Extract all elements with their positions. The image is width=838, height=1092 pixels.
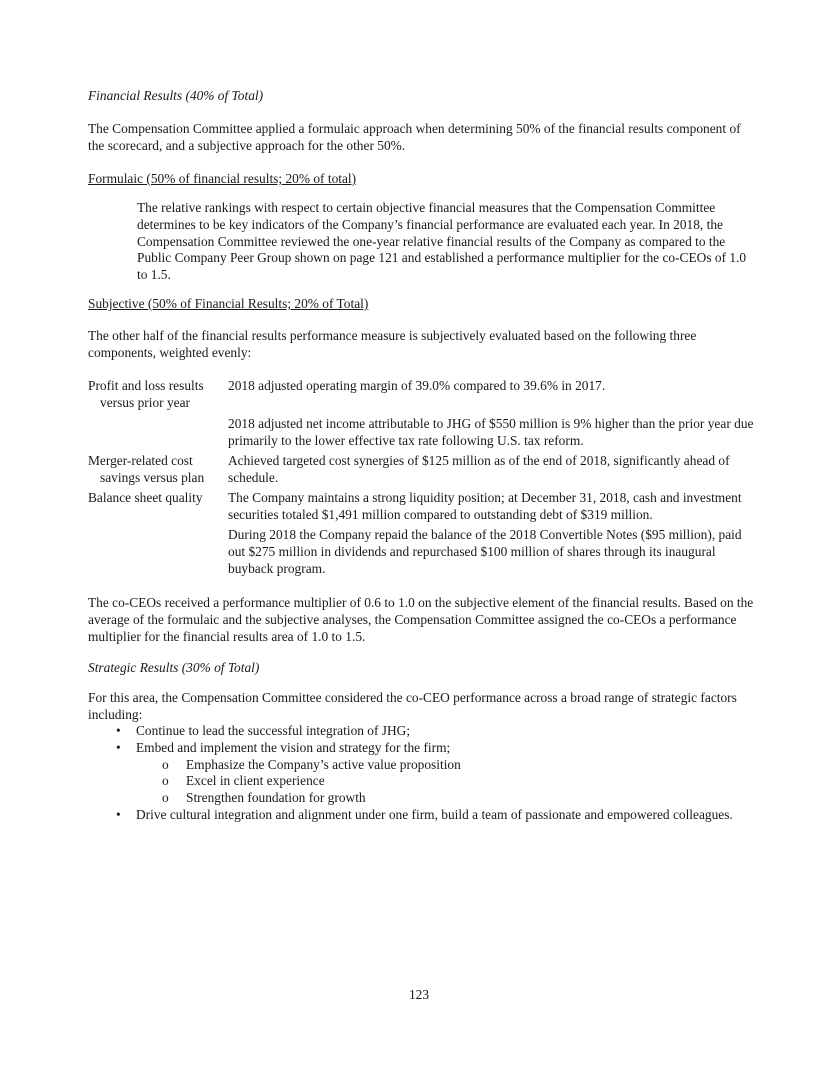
strategic-intro: For this area, the Compensation Committee considered the co-CEO performance across a broad range of strategic factors including: (88, 690, 737, 722)
bullet-text: Continue to lead the successful integration of JHG; (136, 723, 411, 738)
component-detail: During 2018 the Company repaid the balance of the 2018 Convertible Notes ($95 million), paid out $275 million in dividends and repurchased $100 million of shares through its inaugural buyback program. (228, 527, 742, 576)
component-label (88, 453, 223, 487)
sub-bullet-text: Emphasize the Company’s active value proposition (186, 756, 461, 772)
component-detail: 2018 adjusted operating margin of 39.0% compared to 39.6% in 2017. (228, 378, 606, 393)
subjective-heading: Subjective (50% of Financial Results; 20% of Total) (88, 296, 369, 311)
bullet-text: Embed and implement the vision and strategy for the firm; (136, 739, 451, 755)
sub-list-item (88, 773, 768, 790)
component-label-line1: Balance sheet quality (88, 490, 203, 505)
component-detail: 2018 adjusted net income attributable to JHG of $550 million is 9% higher than the prior year due primarily to the lower effective tax rate following U.S. tax reform. (228, 416, 754, 448)
financial-results-intro: The Compensation Committee applied a formulaic approach when determining 50% of the financial results component of the scorecard, and a subjective approach for the other 50%. (88, 121, 741, 153)
sub-bullet-icon: o (162, 790, 169, 806)
subjective-intro: The other half of the financial results performance measure is subjectively evaluated based on the following three components, weighted evenly: (88, 328, 697, 360)
sub-bullet-icon: o (162, 756, 169, 772)
component-label-line1: Profit and loss results (88, 378, 204, 393)
bullet-text: Drive cultural integration and alignment under one firm, build a team of passionate and empowered colleagues. (136, 806, 733, 822)
formulaic-heading-wrap (88, 171, 760, 188)
component-label (88, 378, 223, 412)
list-item (88, 740, 768, 757)
strategic-results-heading: Strategic Results (30% of Total) (88, 660, 260, 675)
formulaic-heading: Formulaic (50% of financial results; 20% of total) (88, 171, 357, 186)
component-detail: Achieved targeted cost synergies of $125 million as of the end of 2018, significantly ahead of schedule. (228, 453, 730, 485)
sub-bullet-text: Excel in client experience (186, 773, 325, 789)
financial-summary-paragraph: The co-CEOs received a performance multiplier of 0.6 to 1.0 on the subjective element of the financial results. Based on the average of the formulaic and the subjective analyses, the Compensation Committee assigned the co-CEOs a performance multiplier for the financial results area of 1.0 to 1.5. (88, 595, 754, 644)
component-detail: The Company maintains a strong liquidity position; at December 31, 2018, cash and investment securities totaled $1,491 million compared to outstanding debt of $319 million. (228, 490, 742, 522)
formulaic-paragraph: The relative rankings with respect to certain objective financial measures that the Compensation Committee determines to be key indicators of the Company’s financial performance are evaluated each year. In 2018, the Compensation Committee reviewed the one-year relative financial results of the Company as compared to the Public Company Peer Group shown on page 121 and established a performance multiplier for the co-CEOs of 1.0 to 1.5. (137, 200, 747, 283)
bullet-icon: • (116, 723, 121, 738)
component-label-line2: savings versus plan (100, 469, 205, 485)
list-item (88, 723, 768, 740)
component-label (88, 490, 223, 507)
component-label-line2: versus prior year (100, 394, 190, 410)
strategic-bullet-list (88, 723, 768, 824)
bullet-icon: • (116, 806, 121, 822)
sub-bullet-text: Strengthen foundation for growth (186, 790, 366, 806)
sub-bullet-icon: o (162, 773, 169, 789)
subjective-heading-wrap (88, 296, 760, 313)
sub-list-item (88, 790, 768, 807)
page-number: 123 (408, 987, 430, 1002)
bullet-icon: • (116, 739, 121, 755)
list-item (88, 807, 768, 824)
component-label-line1: Merger-related cost (88, 453, 193, 468)
sub-list-item (88, 757, 768, 774)
financial-results-heading: Financial Results (40% of Total) (88, 88, 264, 103)
